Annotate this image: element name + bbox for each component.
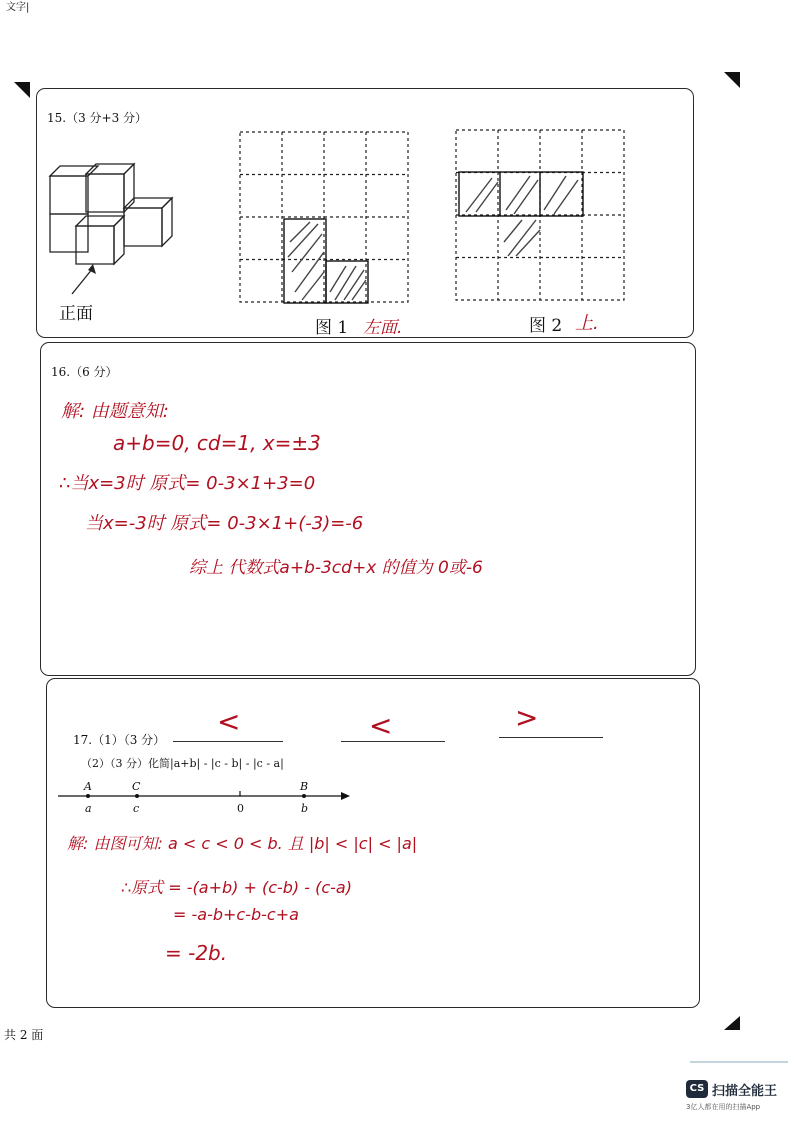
figure-2-grid (456, 130, 626, 302)
figure-1-grid (240, 132, 410, 304)
cube-stack-drawing (44, 156, 184, 286)
answer-blank-2 (341, 741, 445, 742)
number-line (58, 780, 358, 830)
q16-solution-line-5: 综上 代数式a+b-3cd+x 的值为 0或-6 (189, 558, 483, 578)
point-a-label: A (84, 780, 92, 793)
q17-answer-3: > (515, 701, 539, 734)
figure-1-answer: 左面. (363, 318, 403, 338)
value-zero-label: 0 (237, 802, 244, 815)
corner-mark-top-right (724, 72, 740, 88)
question-16-title: 16.（6 分） (51, 365, 118, 379)
scanner-tagline: 3亿人都在用的扫描App (686, 1103, 761, 1111)
q17-solution-line-3: = -a-b+c-b-c+a (173, 905, 299, 924)
question-17-box (46, 678, 700, 1008)
corner-mark-bottom-right (724, 1016, 740, 1030)
q16-solution-line-3: ∴当x=3时 原式= 0-3×1+3=0 (59, 473, 316, 494)
q17-solution-line-1: 解: 由图可知: a < c < 0 < b. 且 |b| < |c| < |a| (67, 834, 418, 853)
figure-2-label: 图 2 (529, 316, 563, 336)
page-header-text: 文字| (6, 2, 30, 13)
value-b-label: b (301, 802, 309, 815)
q16-solution-line-2: a+b=0, cd=1, x=±3 (113, 431, 321, 455)
point-c-marker (135, 794, 139, 798)
figure-2-answer: 上. (575, 313, 599, 334)
answer-blank-1 (173, 741, 283, 742)
q17-solution-line-4: = -2b. (165, 941, 228, 965)
page-footer-text: 共 2 面 (4, 1028, 44, 1042)
point-b-label: B (300, 780, 309, 793)
question-15-title: 15.（3 分+3 分） (47, 111, 148, 125)
q17-part-2-prompt: （2）（3 分）化简|a+b| - |c - b| - |c - a| (81, 757, 284, 770)
q17-answer-1: < (217, 705, 241, 738)
front-view-label: 正面 (59, 304, 93, 324)
answer-blank-3 (499, 737, 603, 738)
q16-solution-line-1: 解: 由题意知: (61, 401, 169, 422)
question-17-title: 17.（1）（3 分） (73, 733, 166, 747)
q17-solution-line-2: ∴原式 = -(a+b) + (c-b) - (c-a) (121, 878, 352, 897)
value-c-label: c (133, 802, 140, 815)
value-a-label: a (85, 802, 92, 815)
q17-answer-2: < (369, 709, 393, 742)
scanner-logo-icon: CS (686, 1080, 708, 1098)
q16-solution-line-4: 当x=-3时 原式= 0-3×1+(-3)=-6 (85, 513, 364, 534)
point-c-label: C (132, 780, 141, 793)
corner-mark-top-left (14, 82, 30, 98)
question-16-box (40, 342, 696, 676)
scanner-app-name: 扫描全能王 (712, 1084, 778, 1099)
figure-1-label: 图 1 (315, 318, 349, 338)
point-a-marker (86, 794, 90, 798)
point-b-marker (302, 794, 306, 798)
